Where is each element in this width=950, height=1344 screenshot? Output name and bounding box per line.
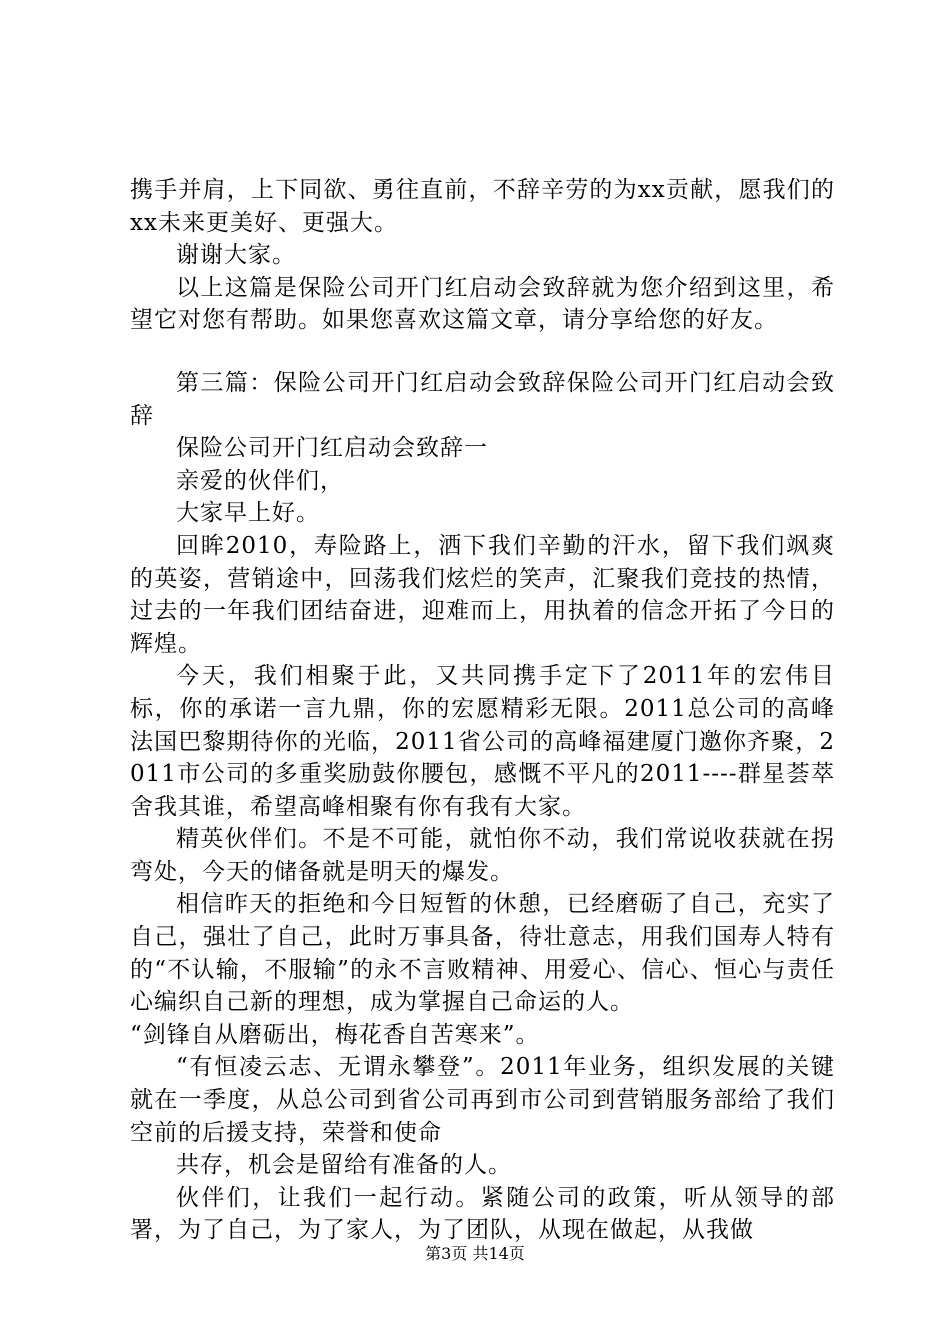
section-title: 第三篇：保险公司开门红启动会致辞保险公司开门红启动会致辞 bbox=[130, 369, 835, 429]
paragraph: 以上这篇是保险公司开门红启动会致辞就为您介绍到这里，希望它对您有帮助。如果您喜欢这篇文章，请分享给您的好友。 bbox=[130, 274, 835, 334]
paragraph: 谢谢大家。 bbox=[176, 242, 296, 269]
paragraph: “剑锋自从磨砺出，梅花香自苦寒来”。 bbox=[130, 1021, 540, 1048]
page-footer: 第3页 共14页 bbox=[425, 1244, 525, 1263]
paragraph: 今天，我们相聚于此，又共同携手定下了2011年的宏伟目标，你的承诺一言九鼎，你的宏愿精彩无限。2011总公司的高峰法国巴黎期待你的光临，2011省公司的高峰福建厦门邀你齐聚，2011市公司的多重奖励鼓你腰包，感慨不平凡的2011----群星荟萃舍我其谁，希望高峰相聚有你有我有大家。 bbox=[130, 663, 835, 820]
greeting: 大家早上好。 bbox=[176, 500, 320, 527]
paragraph: 携手并肩，上下同欲、勇往直前，不辞辛劳的为xx贡献，愿我们的xx未来更美好、更强大。 bbox=[130, 177, 835, 236]
section-gap bbox=[130, 337, 835, 367]
salutation: 亲爱的伙伴们， bbox=[176, 467, 344, 494]
paragraph: 精英伙伴们。不是不可能，就怕你不动，我们常说收获就在拐弯处，今天的储备就是明天的爆发。 bbox=[130, 826, 835, 885]
subtitle: 保险公司开门红启动会致辞一 bbox=[176, 435, 488, 462]
document-body bbox=[130, 174, 835, 1247]
paragraph: “有恒凌云志、无谓永攀登”。2011年业务，组织发展的关键就在一季度，从总公司到省公司再到市公司到营销服务部给了我们空前的后援支持，荣誉和使命 bbox=[130, 1054, 835, 1146]
paragraph: 伙伴们，让我们一起行动。紧随公司的政策，听从领导的部署，为了自己，为了家人，为了团队，从现在做起，从我做 bbox=[130, 1184, 835, 1244]
paragraph: 回眸2010，寿险路上，洒下我们辛勤的汗水，留下我们飒爽的英姿，营销途中，回荡我们炫烂的笑声，汇聚我们竞技的热情，过去的一年我们团结奋进，迎难而上，用执着的信念开拓了今日的辉煌。 bbox=[130, 532, 835, 657]
paragraph: 相信昨天的拒绝和今日短暂的休憩，已经磨砺了自己，充实了自己，强壮了自己，此时万事具备，待壮意志，用我们国寿人特有的“不认输，不服输”的永不言败精神、用爱心、信心、恒心与责任心编织自己新的理想，成为掌握自己命运的人。 bbox=[130, 891, 835, 1016]
paragraph: 共存，机会是留给有准备的人。 bbox=[176, 1152, 512, 1179]
